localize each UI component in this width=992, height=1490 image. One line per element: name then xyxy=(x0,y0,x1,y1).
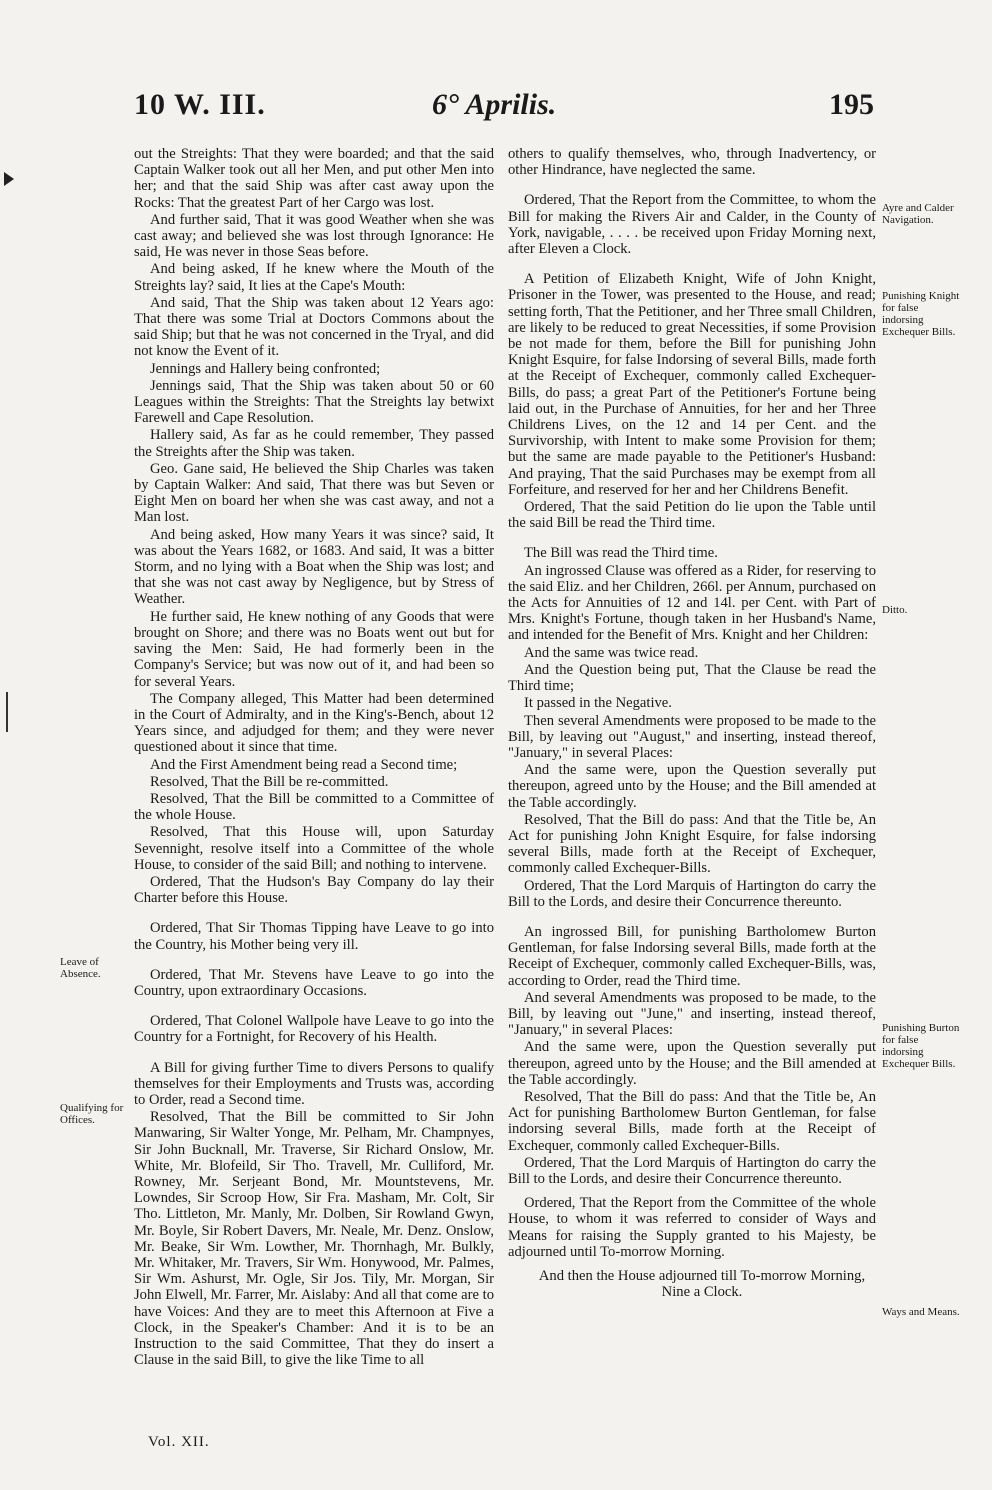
paragraph: Ordered, That Sir Thomas Tipping have Leave to go into the Country, his Mother being very ill. xyxy=(134,920,494,953)
paragraph: And said, That the Ship was taken about 12 Years ago: That there was some Trial at Doctors Commons about the said Ship; but that he was not concerned in the Tryal, and did not know the Event of it. xyxy=(134,294,494,360)
paragraph: Resolved, That the Bill be committed to a Committee of the whole House. xyxy=(134,790,494,824)
paragraph: Ordered, That Mr. Stevens have Leave to go into the Country, upon extraordinary Occasions. xyxy=(134,966,494,999)
margin-note-ayre-calder: Ayre and Calder Navigation. xyxy=(882,202,954,226)
paragraph: He further said, He knew nothing of any Goods that were brought on Shore; and there was no Boats went out but for saving the Men: Said, He had formerly been in the Company's Service; but was now out of it, and had been so for several Years. xyxy=(134,608,494,690)
paragraph: An ingrossed Clause was offered as a Rider, for reserving to the said Eliz. and her Children, 266l. per Annum, purchased on the Acts for Annuities of 12 and 14l. per Cent. with Part of Mrs. Knight's Fortune, though taken in her Husband's Name, and intended for the Benefit of Mrs. Knight and her Children: xyxy=(508,562,877,644)
margin-note-qualifying: Qualifying for Offices. xyxy=(60,1102,124,1126)
paragraph: And the First Amendment being read a Second time; xyxy=(150,756,458,773)
paragraph: And further said, That it was good Weather when she was cast away; and believed she was lost through Ignorance: He said, He was never in those Seas before. xyxy=(134,211,494,261)
margin-note-punishing-burton: Punishing Burton for false indorsing Exchequer Bills. xyxy=(882,1022,960,1070)
paragraph: And the same were, upon the Question severally put thereupon, agreed unto by the House; and the Bill amended at the Table accordingly. xyxy=(508,1039,876,1088)
paragraph: Ordered, That the Report from the Committee of the whole House, to whom it was referred to consider of Ways and Means for raising the Supply granted to his Majesty, be adjourned until To-morrow Morning. xyxy=(508,1195,876,1260)
margin-note-leave-of-absence: Leave of Absence. xyxy=(60,956,101,980)
paragraph: others to qualify themselves, who, through Inadvertency, or other Hindrance, have neglected the same. xyxy=(508,146,876,179)
paragraph: And the same was twice read. xyxy=(524,644,699,661)
paragraph: Ordered, That Colonel Wallpole have Leave to go into the Country for a Fortnight, for Recovery of his Health. xyxy=(134,1013,494,1046)
paragraph: And then the House adjourned till To-morrow Morning, Nine a Clock. xyxy=(538,1268,866,1301)
margin-note-ditto: Ditto. xyxy=(882,604,908,616)
margin-dash-icon xyxy=(6,692,8,732)
paragraph: It passed in the Negative. xyxy=(524,695,672,712)
paragraph: Geo. Gane said, He believed the Ship Charles was taken by Captain Walker: And said, That there was but Seven or Eight Men on board her when she was cast away, and not a Man lost. xyxy=(134,460,494,526)
paragraph: Resolved, That the Bill be committed to Sir John Manwaring, Sir Walter Yonge, Mr. Pelham, Mr. Champnyes, Sir John Bucknall, Mr. Traverse, Sir Richard Onslow, Mr. White, Mr. Blofeild, Sir Tho. Travell, Mr. Culliford, Mr. Rowney, Mr. Serjeant Bond, Mr. Mountstevens, Mr. Lowndes, Sir Scroop How, Sir Fra. Masham, Mr. Colt, Sir Tho. Littleton, Mr. Manly, Mr. Dolben, Sir Rowland Gwyn, Mr. Boyle, Sir Robert Davers, Mr. Neale, Mr. Denz. Onslow, Mr. Beake, Sir Wm. Lowther, Mr. Thornhagh, Mr. Bulkly, Mr. Whitaker, Mr. Travers, Sir Wm. Honywood, Mr. Palmes, Sir Wm. Ashurst, Mr. Ogle, Sir Jos. Tily, Mr. Morgan, Sir John Elwell, Mr. Farrer, Mr. Aislaby: And all that come are to have Voices: And they are to meet this Afternoon at Five a Clock, in the Speaker's Chamber: And it is to be an Instruction to the said Committee, That they do insert a Clause in the said Bill, to give the like Time to all xyxy=(134,1109,494,1369)
paragraph: Ordered, That the Lord Marquis of Hartington do carry the Bill to the Lords, and desire their Concurrence thereunto. xyxy=(508,877,876,910)
paragraph: Ordered, That the Lord Marquis of Hartington do carry the Bill to the Lords, and desire their Concurrence thereunto. xyxy=(508,1154,876,1187)
paragraph: And several Amendments was proposed to be made, to the Bill, by leaving out "June," and inserting, instead thereof, "January," in several Places: xyxy=(508,989,876,1039)
paragraph: And the same were, upon the Question severally put thereupon, agreed unto by the House; and the Bill amended at the Table accordingly. xyxy=(508,762,876,811)
margin-note-punishing-knight: Punishing Knight for false indorsing Exchequer Bills. xyxy=(882,290,960,338)
paragraph: Ordered, That the Hudson's Bay Company do lay their Charter before this House. xyxy=(134,873,494,907)
page-header xyxy=(134,88,874,136)
paragraph: Hallery said, As far as he could remember, They passed the Streights after the Ship was taken. xyxy=(134,427,494,460)
paragraph: And the Question being put, That the Clause be read the Third time; xyxy=(508,661,876,695)
page-number: 195 xyxy=(829,88,874,121)
volume-number: Vol. XII. xyxy=(148,1434,210,1450)
paragraph: Ordered, That the Report from the Committee, to whom the Bill for making the Rivers Air and Calder, in the County of York, navigable, . . . . be received upon Friday Morning next, after Eleven a Clock. xyxy=(508,192,876,258)
right-column xyxy=(508,146,876,1301)
margin-note-ways-means: Ways and Means. xyxy=(882,1306,960,1318)
paragraph: Jennings and Hallery being confronted; xyxy=(150,360,381,377)
paragraph: A Bill for giving further Time to divers Persons to qualify themselves for their Employments and Trusts was, according to Order, read a Second time. xyxy=(134,1059,494,1108)
paragraph: Jennings said, That the Ship was taken about 50 or 60 Leagues within the Streights: That the Streights lay betwixt Farewell and Cape Resolution. xyxy=(134,377,494,427)
paragraph: And being asked, How many Years it was since? said, It was about the Years 1682, or 1683. And said, It was a bitter Storm, and no lying with a Boat when the Ship was lost; and that she was not cast away by Negligence, but by Stress of Weather. xyxy=(134,526,494,608)
paragraph: Ordered, That the said Petition do lie upon the Table until the said Bill be read the Third time. xyxy=(508,499,876,532)
paragraph: Resolved, That this House will, upon Saturday Sevennight, resolve itself into a Committee of the whole House, to consider of the said Bill; and nothing to intervene. xyxy=(134,824,494,873)
paragraph: Then several Amendments were proposed to be made to the Bill, by leaving out "August," and inserting, instead thereof, "January," in several Places: xyxy=(508,712,876,761)
paragraph: A Petition of Elizabeth Knight, Wife of John Knight, Prisoner in the Tower, was presented to the House, and read; setting forth, That the Petitioner, and her Three small Children, are likely to be reduced to great Necessities, if some Provision be not made for them, before the Bill for punishing John Knight Esquire, for false Indorsing of several Bills, made forth at the Receipt of Exchequer, commonly called Exchequer-Bills, do pass; a great Part of the Petitioner's Fortune being laid out, in the Purchase of Annuities, for her and her Three Childrens Lives, on the 12 and 14 per Cent. and the Survivorship, with Intent to make some Provision for them; but the same are made payable to the Petitioner's Husband: And praying, That the said Purchases may be exempt from all Forfeiture, and reserved for her and her Childrens Benefit. xyxy=(508,271,876,498)
page-date: 6° Aprilis. xyxy=(432,88,557,121)
paragraph: And being asked, If he knew where the Mouth of the Streights lay? said, It lies at the Cape's Mouth: xyxy=(134,261,494,294)
paragraph: The Company alleged, This Matter had been determined in the Court of Admiralty, and in the King's-Bench, about 12 Years since, and adjudged for them; and they were never questioned about it since that time. xyxy=(134,690,494,756)
paragraph: Resolved, That the Bill do pass: And that the Title be, An Act for punishing Bartholomew Burton Gentleman, for false indorsing several Bills, made forth at the Receipt of Exchequer, commonly called Exchequer-Bills. xyxy=(508,1088,876,1154)
regnal-year: 10 W. III. xyxy=(134,88,266,121)
paragraph: Resolved, That the Bill do pass: And that the Title be, An Act for punishing John Knight Esquire, for false indorsing several Bills, made forth at the Receipt of Exchequer, commonly called Exchequer-Bills. xyxy=(508,811,876,877)
paragraph: An ingrossed Bill, for punishing Bartholomew Burton Gentleman, for false Indorsing several Bills, made forth at the Receipt of Exchequer, commonly called Exchequer-Bills, was, according to Order, read the Third time. xyxy=(508,923,876,989)
pointer-mark-icon xyxy=(4,172,14,186)
paragraph: out the Streights: That they were boarded; and that the said Captain Walker took out all her Men, and put other Men into her; and that the said Ship was after cast away upon the Rocks: That the greatest Part of her Cargo was lost. xyxy=(134,146,494,211)
paragraph: The Bill was read the Third time. xyxy=(524,545,718,562)
paragraph: Resolved, That the Bill be re-committed. xyxy=(150,773,389,790)
left-column xyxy=(134,146,494,1369)
